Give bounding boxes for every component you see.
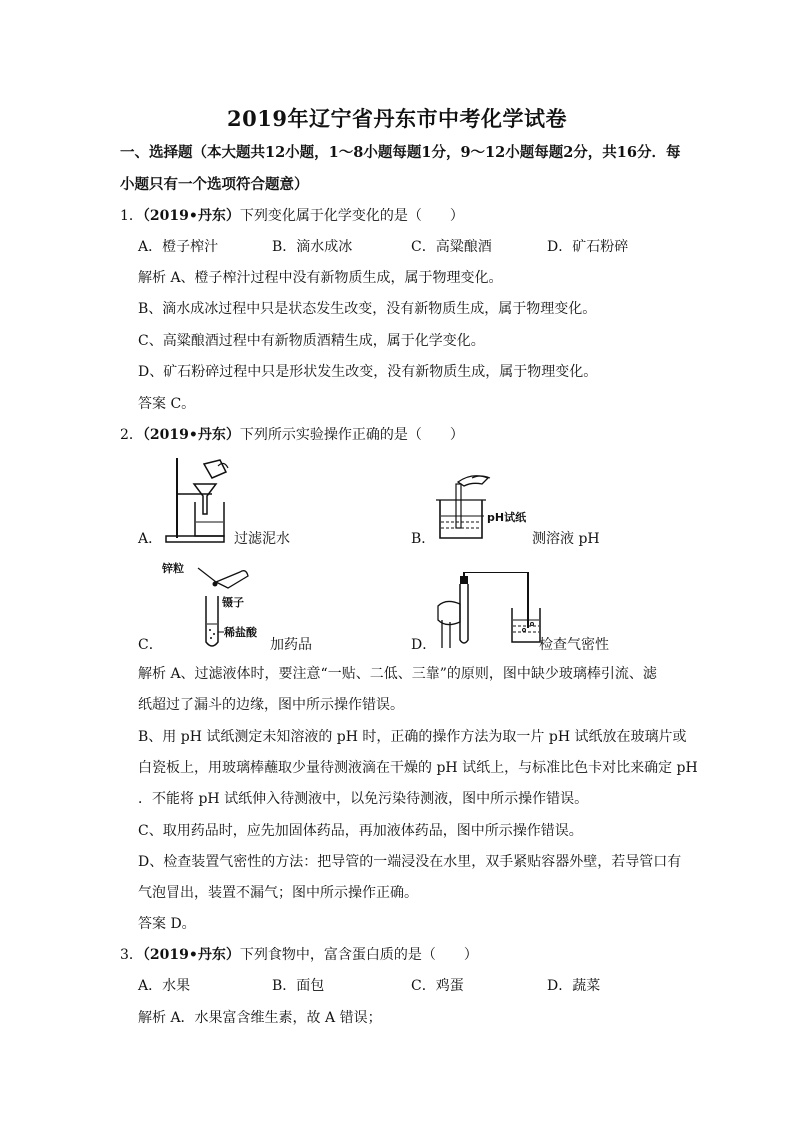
q2-analysis-line: 白瓷板上，用玻璃棒蘸取少量待测液滴在干燥的 pH 试纸上，与标准比色卡对比来确定 pH: [138, 760, 698, 776]
question-number: 3．: [120, 947, 143, 963]
question-2-stem: [120, 425, 464, 445]
ph-paper-label: pH试纸: [487, 511, 527, 524]
q2-option-a-letter: A．: [138, 531, 163, 547]
question-text: 下列食物中，富含蛋白质的是（ ）: [239, 947, 478, 963]
q1-analysis-line: D、矿石粉碎过程中只是形状发生改变，没有新物质生成，属于物理变化。: [138, 364, 598, 380]
question-text: 下列所示实验操作正确的是（ ）: [239, 427, 464, 443]
q2-analysis-line: D、检查装置气密性的方法：把导管的一端浸没在水里，双手紧贴容器外壁，若导管口有: [138, 854, 682, 870]
zinc-granule-label: 锌粒: [162, 562, 184, 575]
question-text: 下列变化属于化学变化的是（ ）: [239, 208, 464, 224]
question-number: 2．: [120, 427, 143, 443]
page-title: 2019年辽宁省丹东市中考化学试卷: [227, 106, 567, 131]
q2-option-c-letter: C．: [138, 637, 163, 653]
q2-answer: 答案 D。: [138, 916, 196, 932]
q1-answer: 答案 C。: [138, 396, 196, 412]
q3-analysis-line: 解析 A．水果富含维生素，故 A 错误；: [138, 1010, 382, 1026]
question-3-stem: [120, 945, 478, 965]
dilute-hcl-label: 稀盐酸: [224, 626, 257, 639]
question-source: （2019•丹东）: [142, 427, 240, 443]
question-number: 1．: [120, 208, 143, 224]
question-source: （2019•丹东）: [142, 947, 240, 963]
question-1-stem: [120, 206, 464, 226]
question-source: （2019•丹东）: [142, 208, 240, 224]
q3-option-b: B．面包: [272, 978, 325, 994]
q2-analysis-line: 气泡冒出，装置不漏气；图中所示操作正确。: [138, 885, 418, 901]
add-reagent-figure: [160, 558, 260, 654]
q1-option-c: C．高粱酿酒: [411, 239, 492, 255]
q1-option-d: D．矿石粉碎: [547, 239, 629, 255]
filtration-apparatus-figure: [160, 456, 232, 546]
airtightness-check-figure: [432, 572, 542, 650]
q2-option-d-caption: 检查气密性: [539, 637, 609, 653]
q3-option-d: D．蔬菜: [547, 978, 601, 994]
q2-option-b-caption: 测溶液 pH: [532, 531, 600, 547]
section-heading-line2: 小题只有一个选项符合题意）: [120, 176, 309, 193]
q2-option-a-caption: 过滤泥水: [234, 531, 290, 547]
q2-analysis-line: 解析 A、过滤液体时，要注意“一贴、二低、三靠”的原则，图中缺少玻璃棒引流、滤: [138, 666, 657, 682]
q2-option-d-letter: D．: [411, 637, 437, 653]
q2-analysis-line: 纸超过了漏斗的边缘，图中所示操作错误。: [138, 697, 404, 713]
tweezers-label: 镊子: [222, 596, 244, 609]
q3-option-a: A．水果: [138, 978, 191, 994]
q1-analysis-line: 解析 A、橙子榨汁过程中没有新物质生成，属于物理变化。: [138, 270, 503, 286]
q1-analysis-line: C、高粱酿酒过程中有新物质酒精生成，属于化学变化。: [138, 333, 485, 349]
q2-analysis-line: ．不能将 pH 试纸伸入待测液中，以免污染待测液，图中所示操作错误。: [138, 791, 589, 807]
q2-option-b-letter: B．: [411, 531, 436, 547]
q2-analysis-line: B、用 pH 试纸测定未知溶液的 pH 时，正确的操作方法为取一片 pH 试纸放在玻璃片或: [138, 729, 687, 745]
section-heading-line1: 一、选择题（本大题共12小题，1～8小题每题1分，9～12小题每题2分，共16分．每: [120, 144, 681, 161]
q2-option-c-caption: 加药品: [270, 637, 312, 653]
q1-option-b: B．滴水成冰: [272, 239, 353, 255]
q3-option-c: C．鸡蛋: [411, 978, 464, 994]
q1-option-a: A．橙子榨汁: [138, 239, 219, 255]
q2-analysis-line: C、取用药品时，应先加固体药品，再加液体药品，图中所示操作错误。: [138, 823, 583, 839]
q1-analysis-line: B、滴水成冰过程中只是状态发生改变，没有新物质生成，属于物理变化。: [138, 301, 597, 317]
